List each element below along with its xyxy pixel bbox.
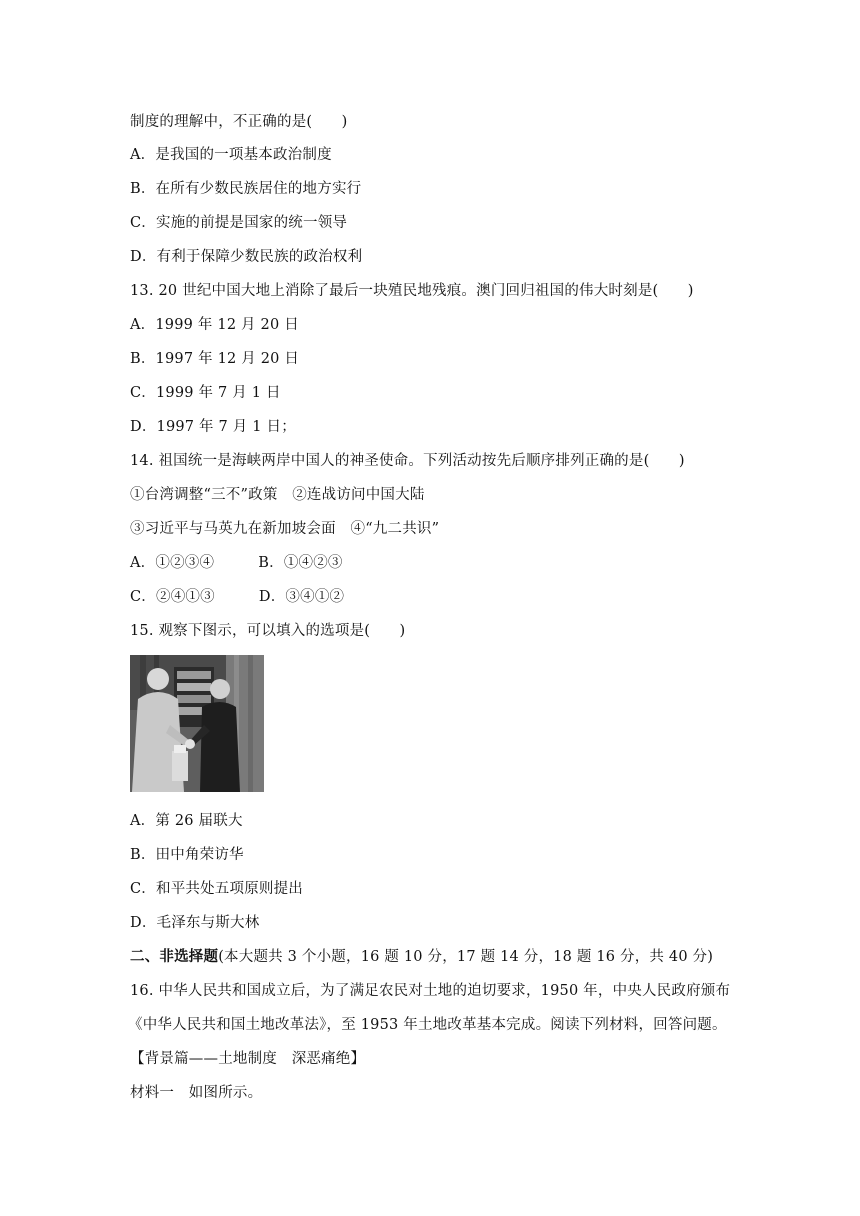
q13-option-d: D．1997 年 7 月 1 日；: [130, 419, 296, 435]
q15-photo: [130, 655, 264, 792]
q16-material-one: 材料一 如图所示。: [130, 1085, 263, 1101]
q12-option-d: D．有利于保障少数民族的政治权利: [130, 249, 363, 265]
q14-items-3-4: ③习近平与马英九在新加坡会面 ④“九二共识”: [130, 521, 440, 537]
q14-stem: 14. 祖国统一是海峡两岸中国人的神圣使命。下列活动按先后顺序排列正确的是( ): [130, 453, 685, 469]
q15-stem: 15. 观察下图示，可以填入的选项是( ): [130, 623, 406, 639]
q12-option-c: C．实施的前提是国家的统一领导: [130, 215, 348, 231]
q16-stem-line2: 《中华人民共和国土地改革法》，至 1953 年土地改革基本完成。阅读下列材料，回答问题。: [128, 1017, 727, 1033]
q14-options-a-b: A．①②③④ B．①④②③: [130, 555, 343, 571]
q12-option-b: B．在所有少数民族居住的地方实行: [130, 181, 362, 197]
q15-option-d: D．毛泽东与斯大林: [130, 915, 260, 931]
q14-options-c-d: C．②④①③ D．③④①②: [130, 589, 345, 605]
q14-items-1-2: ①台湾调整“三不”政策 ②连战访问中国大陆: [130, 487, 425, 503]
q16-background-heading: 【背景篇——土地制度 深恶痛绝】: [130, 1051, 366, 1067]
q15-option-a: A．第 26 届联大: [130, 813, 243, 829]
q13-stem: 13. 20 世纪中国大地上消除了最后一块殖民地残痕。澳门回归祖国的伟大时刻是( ): [130, 283, 694, 299]
q13-option-b: B．1997 年 12 月 20 日: [130, 351, 300, 367]
q12-stem-continued: 制度的理解中，不正确的是( ): [130, 114, 348, 130]
section-heading: [130, 947, 713, 967]
q15-option-b: B．田中角荣访华: [130, 847, 244, 863]
q13-option-a: A．1999 年 12 月 20 日: [130, 317, 299, 333]
section-note: (本大题共 3 个小题，16 题 10 分，17 题 14 分，18 题 16 分，共 40 分): [218, 949, 714, 965]
q12-option-a: A．是我国的一项基本政治制度: [130, 147, 332, 163]
q16-stem-line1: 16. 中华人民共和国成立后，为了满足农民对土地的迫切要求，1950 年，中央人民政府颁布: [130, 983, 731, 999]
q15-option-c: C．和平共处五项原则提出: [130, 881, 303, 897]
section-title: 二、非选择题: [130, 948, 219, 965]
q13-option-c: C．1999 年 7 月 1 日: [130, 385, 281, 401]
